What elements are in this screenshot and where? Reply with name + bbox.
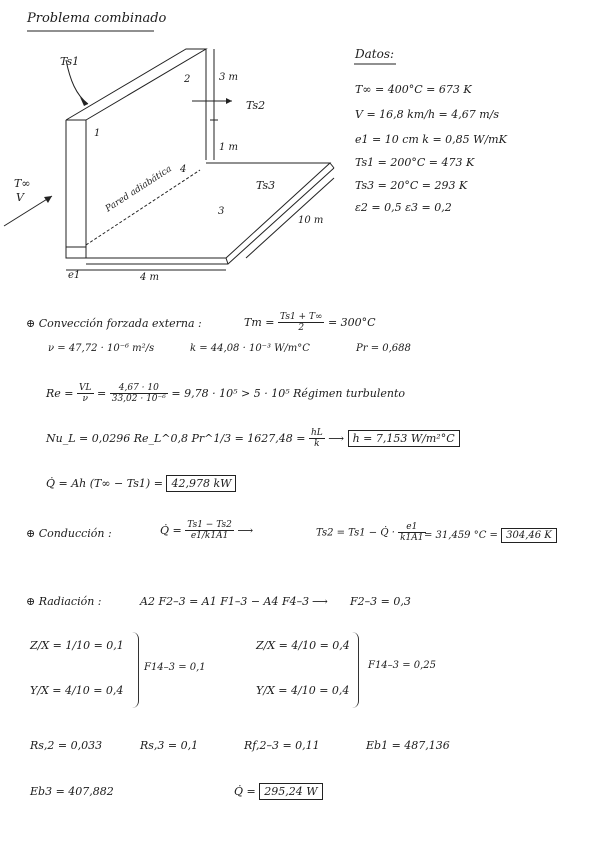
q-result-box: 42,978 kW [166, 475, 236, 492]
prop-pr: Pr = 0,688 [356, 343, 411, 354]
prop-k: k = 44,08 · 10⁻³ W/m°C [190, 343, 310, 354]
radiation-result: Q̇ = 295,24 W [234, 786, 323, 799]
page-title: Problema combinado [27, 11, 167, 26]
label-tinf: T∞ [14, 177, 31, 190]
conveccion-header: ⊕ Convección forzada externa : [26, 317, 202, 330]
emissive-power-3: Eb3 = 407,882 [30, 785, 114, 798]
datos-line: V = 16,8 km/h = 4,67 m/s [355, 108, 500, 121]
left-f-value: F14–3 = 0,1 [144, 662, 206, 673]
floor-thickness [86, 168, 334, 264]
surface-2-number: 2 [184, 74, 191, 85]
radiacion-header: ⊕ Radiación : [26, 595, 102, 608]
tm-equation: Tm = $\frac{Ts1 + T\infty}{2}$ = 300°C [244, 312, 376, 334]
emissive-power-1: Eb1 = 487,136 [366, 739, 450, 752]
left-ratio-1: Z/X = 1/10 = 0,1 [30, 639, 124, 652]
datos-line: Ts1 = 200°C = 473 K [355, 156, 475, 169]
tinf-arrow [4, 196, 52, 226]
prop-nu: ν = 47,72 · 10⁻⁶ m²/s [48, 343, 155, 354]
conduction-equation: Q̇ = $\frac{Ts1 - Ts2}{e1/k1A1}$ ⟶ [160, 520, 254, 542]
reynolds-equation: Re = $\frac{VL}{\nu}$ = $\frac{4,67 \cdot 10}{\text{33,02 · 10⁻⁶}}$ = 9,78 · 10⁵ > 5 · 10⁵ Régimen turbulento [46, 383, 406, 405]
ts2-result-box: 304,46 K [501, 528, 557, 543]
f23-result: F2–3 = 0,3 [350, 595, 411, 608]
right-brace [352, 632, 359, 708]
left-brace [132, 632, 139, 708]
dim-1m: 1 m [219, 142, 239, 153]
right-ratio-1: Z/X = 4/10 = 0,4 [256, 639, 350, 652]
nusselt-equation: Nu_L = 0,0296 Re_L^0,8 Pr^1/3 = 1627,48 = $\frac{hL}{k}$ ⟶ h = 7,153 W/m²°C [46, 428, 460, 450]
conduccion-header: ⊕ Conducción : [26, 527, 112, 540]
datos-line: e1 = 10 cm k = 0,85 W/mK [355, 133, 507, 146]
label-ts3: Ts3 [256, 179, 276, 192]
dim-3m: 3 m [219, 72, 239, 83]
label-ts1: Ts1 [60, 55, 80, 68]
heat-rate-equation: Q̇ = Ah (T∞ − Ts1) = 42,978 kW [46, 478, 236, 491]
ts2-equation: Ts2 = Ts1 − Q̇ · $\frac{e1}{k1A1}$ [316, 522, 424, 544]
radiation-balance: A2 F2–3 = A1 F1–3 − A4 F4–3 [140, 595, 310, 608]
resistance-f23: Rf,2–3 = 0,11 [244, 739, 320, 752]
ts2-result: = 31,459 °C = 304,46 K [424, 530, 557, 542]
right-f-value: F14–3 = 0,25 [368, 660, 437, 671]
dim-10m: 10 m [298, 215, 324, 226]
h-result-box: h = 7,153 W/m²°C [348, 430, 460, 447]
left-ratio-2: Y/X = 4/10 = 0,4 [30, 684, 124, 697]
surface-4-number: 4 [180, 164, 187, 175]
label-v: V [16, 191, 24, 204]
surface-3-number: 3 [218, 206, 225, 217]
floor-plate [86, 163, 330, 258]
label-ts2: Ts2 [246, 99, 266, 112]
radiation-arrow: ⟶ [312, 595, 328, 608]
datos-heading: Datos: [355, 47, 395, 61]
surface-1-number: 1 [94, 128, 101, 139]
radiation-result-box: 295,24 W [259, 783, 322, 800]
right-ratio-2: Y/X = 4/10 = 0,4 [256, 684, 350, 697]
resistance-s3: Rs,3 = 0,1 [140, 739, 199, 752]
datos-line: Ts3 = 20°C = 293 K [355, 179, 468, 192]
datos-line: ε2 = 0,5 ε3 = 0,2 [355, 201, 452, 214]
adiabatic-wall-label: Pared adiabática [104, 164, 174, 215]
datos-line: T∞ = 400°C = 673 K [355, 83, 472, 96]
wall-front-face [66, 120, 86, 258]
dim-e1: e1 [68, 270, 81, 281]
resistance-s2: Rs,2 = 0,033 [30, 739, 103, 752]
dim-4m: 4 m [140, 272, 160, 283]
